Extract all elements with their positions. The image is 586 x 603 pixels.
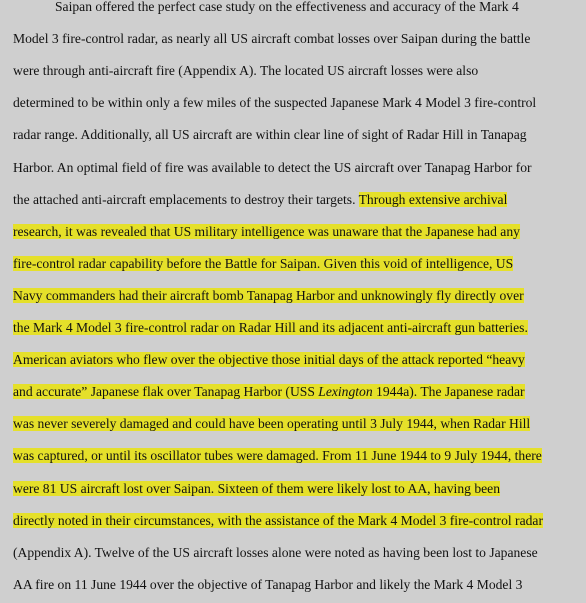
text-line: [13, 351, 525, 369]
text-line: [13, 415, 530, 433]
text-segment: Harbor. An optimal field of fire was available to detect the US aircraft over Tanapag Harbor for: [13, 159, 532, 175]
text-segment: AA fire on 11 June 1944 over the objective of Tanapag Harbor and likely the Mark 4 Model 3: [13, 576, 523, 592]
text-line: [13, 62, 478, 80]
text-segment: (Appendix A). Twelve of the US aircraft losses alone were noted as having been lost to Japanese: [13, 544, 538, 560]
highlighted-text: directly noted in their circumstances, with the assistance of the Mark 4 Model 3 fire-control radar: [13, 512, 543, 528]
text-segment: the attached anti-aircraft emplacements to destroy their targets.: [13, 191, 359, 207]
text-line: [13, 159, 532, 177]
highlighted-text: American aviators who flew over the objective those initial days of the attack reported “heavy: [13, 352, 525, 368]
text-segment: were through anti-aircraft fire (Appendix A). The located US aircraft losses were also: [13, 63, 479, 79]
text-line: [13, 30, 530, 48]
text-line: [13, 544, 538, 562]
highlighted-text: research, it was revealed that US military intelligence was unaware that the Japanese had any: [13, 223, 520, 239]
text-line: [13, 319, 528, 337]
highlighted-text: were 81 US aircraft lost over Saipan. Sixteen of them were likely lost to AA, having been: [13, 480, 500, 496]
highlighted-text: Lexington: [318, 384, 373, 400]
text-line: [13, 223, 520, 241]
text-line: [13, 383, 525, 401]
text-line: [13, 447, 542, 465]
highlighted-text: fire-control radar capability before the Battle for Saipan. Given this void of intelligence, US: [13, 255, 514, 271]
text-line: [55, 0, 519, 16]
highlighted-text: the Mark 4 Model 3 fire-control radar on Radar Hill and its adjacent anti-aircraft gun batteries.: [13, 320, 528, 335]
text-segment: Saipan offered the perfect case study on the effectiveness and accuracy of the Mark 4: [55, 0, 519, 14]
highlighted-text: 1944a). The Japanese radar: [372, 384, 525, 400]
text-line: [13, 480, 500, 498]
text-line: [13, 287, 524, 305]
text-line: [13, 512, 543, 530]
text-line: [13, 126, 527, 144]
highlighted-text: and accurate” Japanese flak over Tanapag Harbor (USS: [13, 384, 319, 400]
highlighted-text: Through extensive archival: [358, 191, 508, 207]
highlighted-text: Navy commanders had their aircraft bomb Tanapag Harbor and unknowingly fly directly over: [13, 287, 524, 303]
text-line: [13, 191, 507, 209]
highlighted-text: was captured, or until its oscillator tubes were damaged. From 11 June 1944 to 9 July 1944, there: [13, 448, 542, 464]
highlighted-text: was never severely damaged and could have been operating until 3 July 1944, when Radar Hill: [13, 416, 531, 432]
text-line: [13, 255, 513, 273]
text-segment: Model 3 fire-control radar, as nearly all US aircraft combat losses over Saipan during the battle: [13, 31, 531, 47]
text-line: [13, 94, 536, 112]
text-line: [13, 576, 522, 594]
text-segment: determined to be within only a few miles of the suspected Japanese Mark 4 Model 3 fire-control: [13, 95, 537, 111]
text-segment: radar range. Additionally, all US aircraft are within clear line of sight of Radar Hill in Tanapag: [13, 127, 527, 143]
